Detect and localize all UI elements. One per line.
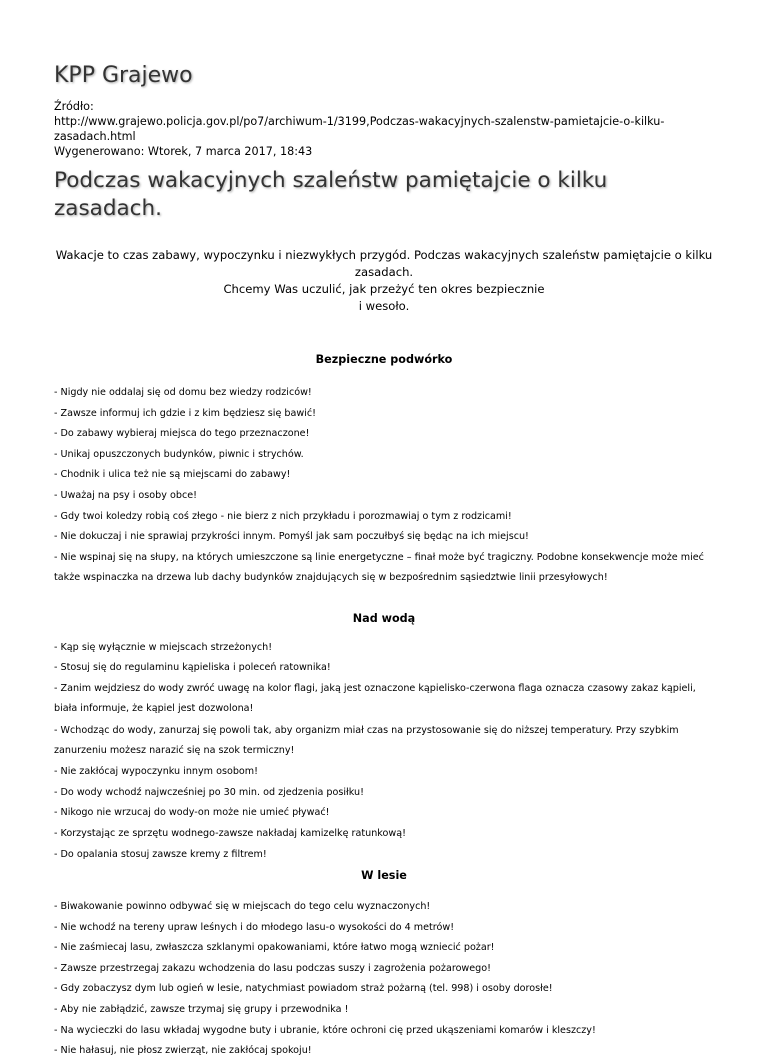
section-nad-woda — [54, 612, 714, 861]
list-item: - Nigdy nie oddalaj się od domu bez wiedzy rodziców! — [54, 387, 312, 398]
section-bezpieczne-podworko — [54, 353, 714, 589]
rule-list — [54, 642, 714, 861]
list-item: - Korzystając ze sprzętu wodnego-zawsze nakładaj kamizelkę ratunkową! — [54, 827, 406, 839]
list-item: - Gdy zobaczysz dym lub ogień w lesie, natychmiast powiadom straż pożarną (tel. 998) i osoby dorosłe! — [54, 983, 553, 995]
list-item: - Do wody wchodź najwcześniej po 30 min. od zjedzenia posiłku! — [54, 786, 364, 798]
list-item: - Uważaj na psy i osoby obce! — [54, 489, 197, 501]
source-label: Źródło: — [54, 100, 94, 113]
list-item: - Nie wchodź na tereny upraw leśnych i do młodego lasu-o wysokości do 4 metrów! — [54, 921, 455, 933]
list-item: - Kąp się wyłącznie w miejscach strzeżonych! — [54, 641, 273, 653]
list-item: - Wchodząc do wody, zanurzaj się powoli tak, aby organizm miał czas na przystosowanie się do niższej temperatury. Przy szybkim zanurzeniu możesz narazić się na szok termiczny! — [54, 724, 679, 757]
list-item: - Nikogo nie wrzucaj do wody-on może nie umieć pływać! — [54, 807, 330, 819]
site-title: KPP Grajewo — [54, 63, 193, 88]
list-item: - Biwakowanie powinno odbywać się w miejscach do tego celu wyznaczonych! — [54, 901, 431, 913]
generated-date: Wygenerowano: Wtorek, 7 marca 2017, 18:43 — [54, 145, 313, 158]
section-w-lesie — [54, 869, 714, 1057]
list-item: - Zanim wejdziesz do wody zwróć uwagę na kolor flagi, jaką jest oznaczone kąpielisko-czerwona flaga oznacza czasowy zakaz kąpieli, biała informuje, że kąpiel jest dozwolona! — [54, 682, 696, 715]
section-title: Bezpieczne podwórko — [315, 353, 453, 366]
section-title: Nad wodą — [352, 611, 416, 625]
intro-line: Wakacje to czas zabawy, wypoczynku i niezwykłych przygód. Podczas wakacyjnych szaleństw pamiętajcie o kilku zasadach. — [55, 248, 713, 279]
list-item: - Gdy twoi koledzy robią coś złego - nie bierz z nich przykładu i porozmawiaj o tym z rodzicami! — [54, 510, 512, 522]
list-item: - Unikaj opuszczonych budynków, piwnic i strychów. — [54, 448, 304, 460]
list-item: - Aby nie zabłądzić, zawsze trzymaj się grupy i przewodnika ! — [54, 1004, 349, 1016]
list-item: - Zawsze informuj ich gdzie i z kim będziesz się bawić! — [54, 407, 317, 419]
list-item: - Chodnik i ulica też nie są miejscami do zabawy! — [54, 469, 291, 481]
rule-list — [54, 387, 714, 589]
list-item: - Nie dokuczaj i nie sprawiaj przykrości innym. Pomyśl jak sam poczułbyś się będąc na ich miejscu! — [54, 531, 529, 543]
list-item: - Na wycieczki do lasu wkładaj wygodne buty i ubranie, które ochroni cię przed ukąszeniami komarów i kleszczy! — [54, 1024, 596, 1036]
section-title: W lesie — [361, 869, 407, 883]
intro-paragraph — [54, 247, 714, 315]
intro-line: i wesoło. — [358, 299, 410, 313]
list-item: - Do opalania stosuj zawsze kremy z filtrem! — [54, 848, 267, 860]
list-item: - Nie zaśmiecaj lasu, zwłaszcza szklanymi opakowaniami, które łatwo mogą wzniecić pożar! — [54, 942, 495, 954]
list-item: - Do zabawy wybieraj miejsca do tego przeznaczone! — [54, 428, 310, 440]
article-title: Podczas wakacyjnych szaleństw pamiętajcie o kilku zasadach. — [54, 168, 608, 221]
intro-line: Chcemy Was uczulić, jak przeżyć ten okres bezpiecznie — [223, 282, 545, 296]
list-item: - Stosuj się do regulaminu kąpieliska i poleceń ratownika! — [54, 662, 331, 674]
document-meta — [54, 99, 714, 159]
list-item: - Zawsze przestrzegaj zakazu wchodzenia do lasu podczas suszy i zagrożenia pożarowego! — [54, 962, 491, 974]
list-item: - Nie zakłócaj wypoczynku innym osobom! — [54, 766, 258, 778]
list-item: - Nie wspinaj się na słupy, na których umieszczone są linie energetyczne – finał może być tragiczny. Podobne konsekwencje może mieć także wspinaczka na drzewa lub dachy budynków znajdujących się w bezpośrednim sąsiedztwie linii przesyłowych! — [54, 551, 704, 584]
list-item: - Nie hałasuj, nie płosz zwierząt, nie zakłócaj spokoju! — [54, 1045, 312, 1057]
source-url: http://www.grajewo.policja.gov.pl/po7/archiwum-1/3199,Podczas-wakacyjnych-szalenstw-pamietajcie-o-kilku-zasadach.html — [54, 115, 665, 143]
rule-list — [54, 901, 714, 1057]
